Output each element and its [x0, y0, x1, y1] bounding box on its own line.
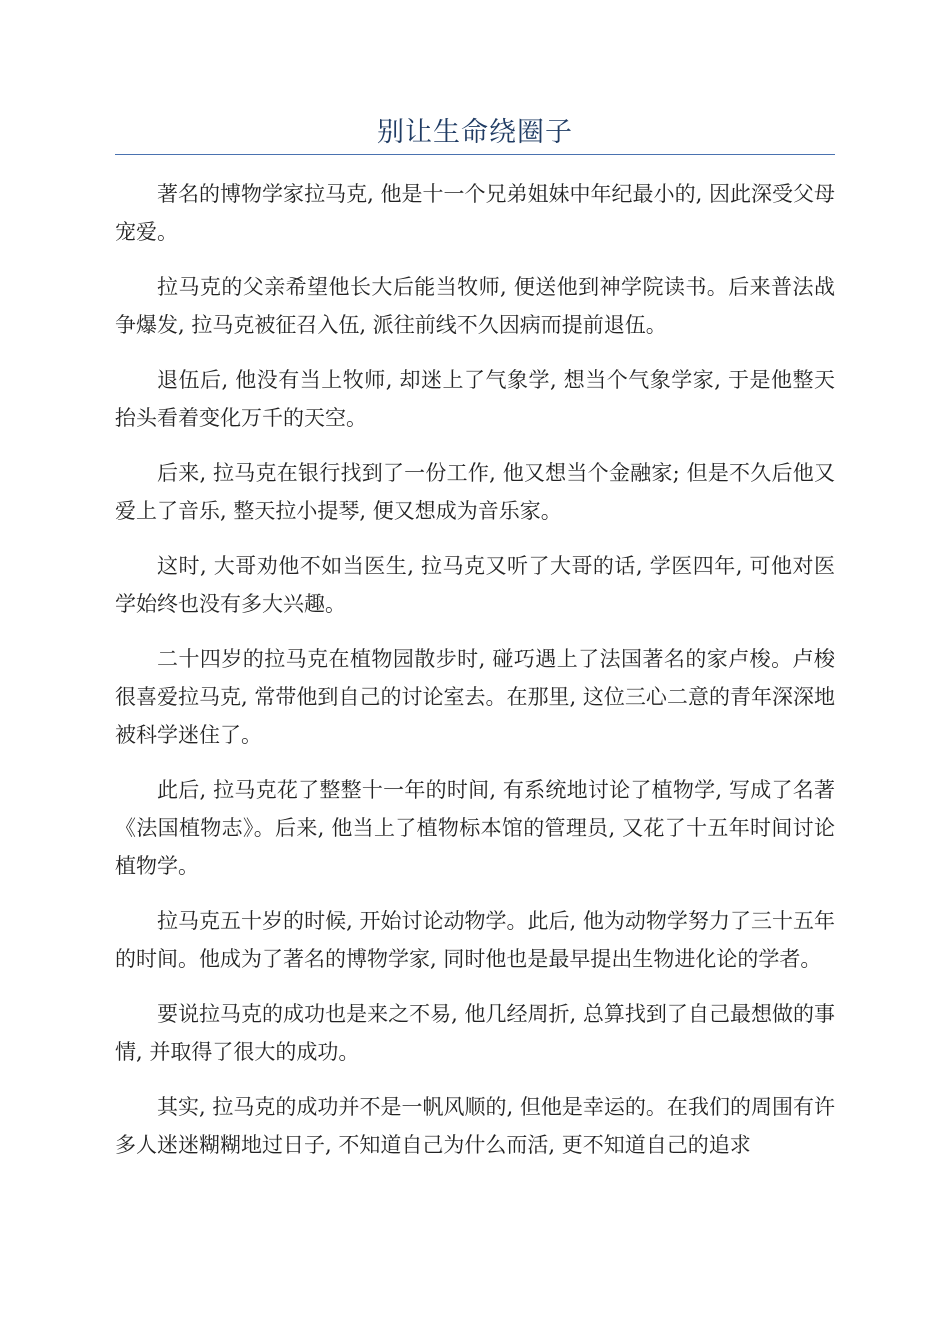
paragraph: 著名的博物学家拉马克, 他是十一个兄弟姐妹中年纪最小的, 因此深受父母宠爱。 — [115, 182, 835, 244]
paragraph: 此后, 拉马克花了整整十一年的时间, 有系统地讨论了植物学, 写成了名著《法国植物志》。后来, 他当上了植物标本馆的管理员, 又花了十五年时间讨论植物学。 — [115, 778, 835, 878]
paragraph: 拉马克的父亲希望他长大后能当牧师, 便送他到神学院读书。后来普法战争爆发, 拉马克被征召入伍, 派往前线不久因病而提前退伍。 — [115, 275, 835, 337]
paragraph: 二十四岁的拉马克在植物园散步时, 碰巧遇上了法国著名的家卢梭。卢梭很喜爱拉马克, 常带他到自己的讨论室去。在那里, 这位三心二意的青年深深地被科学迷住了。 — [115, 647, 835, 747]
document-body — [115, 175, 835, 1181]
title-underline — [115, 154, 835, 155]
paragraph: 这时, 大哥劝他不如当医生, 拉马克又听了大哥的话, 学医四年, 可他对医学始终也没有多大兴趣。 — [115, 554, 835, 616]
paragraph: 拉马克五十岁的时候, 开始讨论动物学。此后, 他为动物学努力了三十五年的时间。他成为了著名的博物学家, 同时他也是最早提出生物进化论的学者。 — [115, 909, 835, 971]
paragraph: 退伍后, 他没有当上牧师, 却迷上了气象学, 想当个气象学家, 于是他整天抬头看着变化万千的天空。 — [115, 368, 835, 430]
paragraph: 后来, 拉马克在银行找到了一份工作, 他又想当个金融家; 但是不久后他又爱上了音乐, 整天拉小提琴, 便又想成为音乐家。 — [115, 461, 835, 523]
document-title: 别让生命绕圈子 — [377, 117, 573, 148]
paragraph: 要说拉马克的成功也是来之不易, 他几经周折, 总算找到了自己最想做的事情, 并取得了很大的成功。 — [115, 1002, 835, 1064]
paragraph: 其实, 拉马克的成功并不是一帆风顺的, 但他是幸运的。在我们的周围有许多人迷迷糊糊地过日子, 不知道自己为什么而活, 更不知道自己的追求 — [115, 1095, 835, 1157]
